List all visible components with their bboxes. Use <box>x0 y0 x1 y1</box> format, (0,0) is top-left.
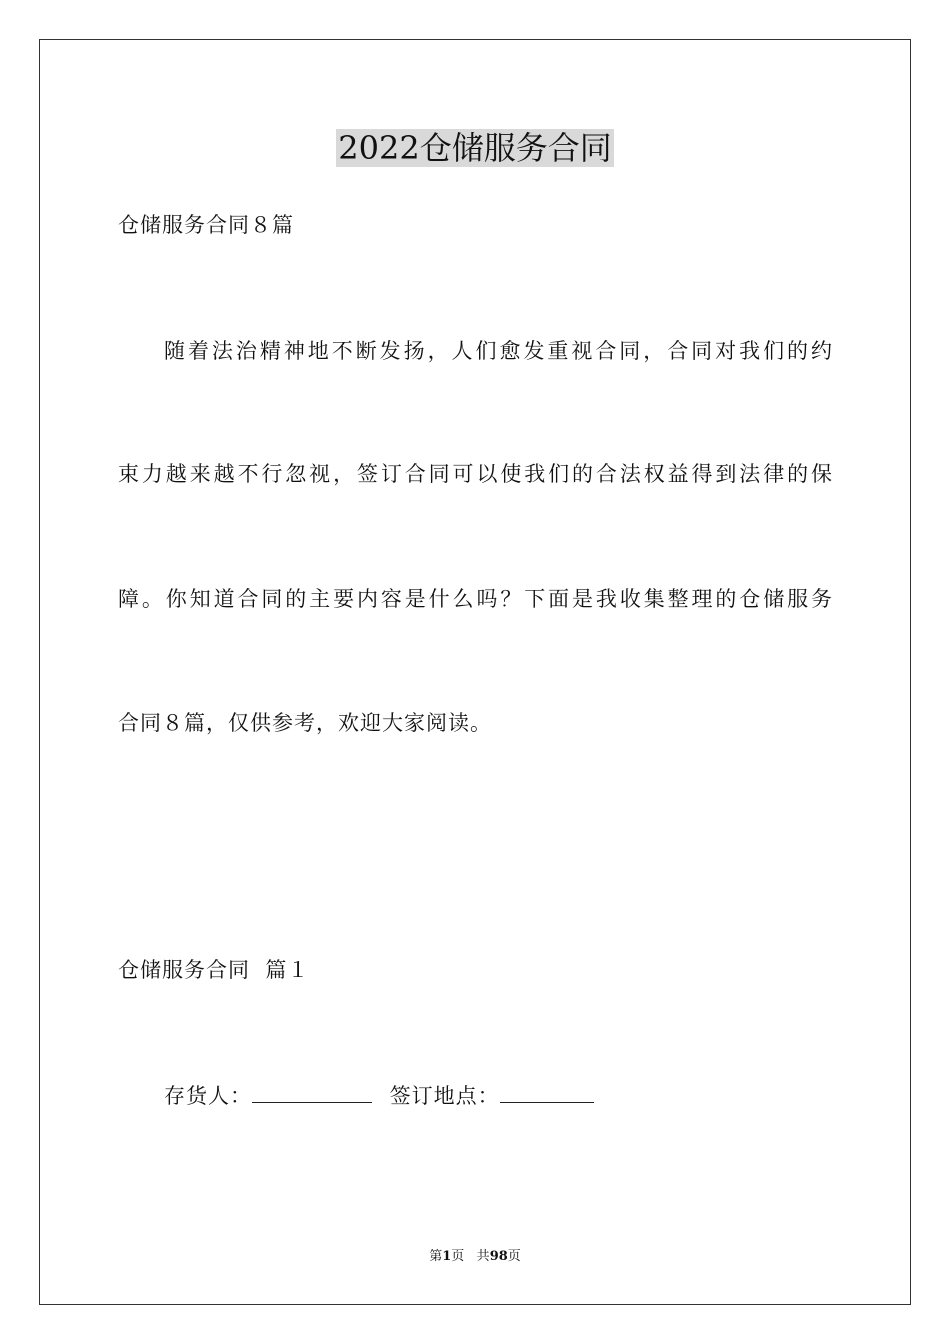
form-line <box>164 1080 594 1111</box>
footer-total-prefix: 共 <box>476 1249 490 1264</box>
document-subtitle: 仓储服务合同８篇 <box>118 213 294 237</box>
document-title-text: 2022仓储服务合同 <box>338 129 612 167</box>
document-title <box>0 126 950 170</box>
footer-total-suffix: 页 <box>507 1249 521 1264</box>
section-heading: 仓储服务合同 篇１ <box>118 958 310 982</box>
intro-line-3: 障。你知道合同的主要内容是什么吗？下面是我收集整理的仓储服务 <box>118 587 832 611</box>
depositor-blank[interactable] <box>252 1080 372 1103</box>
intro-line-1: 随着法治精神地不断发扬，人们愈发重视合同，合同对我们的约 <box>164 339 832 363</box>
footer-page-prefix: 第 <box>429 1249 443 1264</box>
sign-place-blank[interactable] <box>500 1080 594 1103</box>
depositor-label: 存货人： <box>164 1084 252 1108</box>
intro-line-2: 束力越来越不行忽视，签订合同可以使我们的合法权益得到法律的保 <box>118 462 832 486</box>
footer-total-pages: 98 <box>489 1249 508 1264</box>
page-footer <box>0 1248 950 1266</box>
intro-line-4: 合同８篇，仅供参考，欢迎大家阅读。 <box>118 711 492 735</box>
footer-page-mid: 页 <box>451 1249 465 1264</box>
sign-place-label: 签订地点： <box>389 1084 500 1108</box>
footer-page-number: 1 <box>442 1249 452 1264</box>
